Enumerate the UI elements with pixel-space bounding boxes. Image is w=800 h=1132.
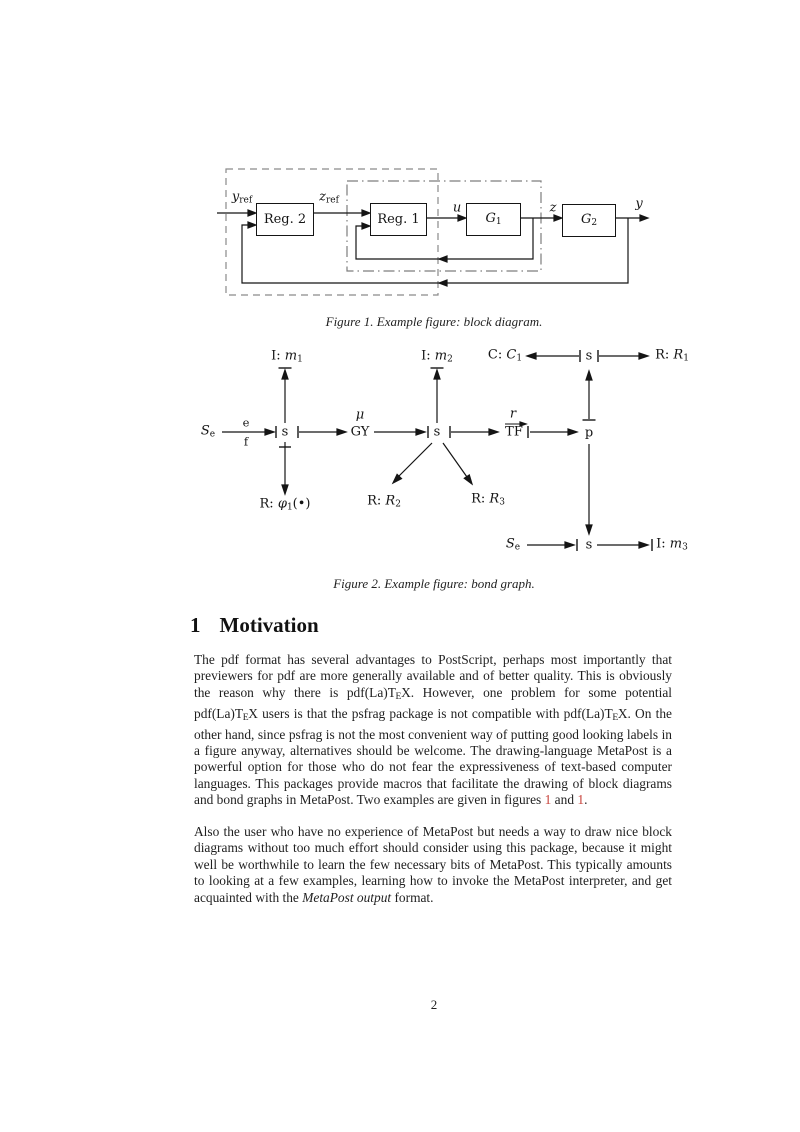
text-run: X. On the other hand, since psfrag is not the most convenient way of putting good looking labels in a figure anyway, alternatives should be welcome. The drawing-language MetaPost is a powerful option for those who do not fear the expressiveness of text-based computer languages. This packages provide macros that facilitate the drawing of block diagrams and bond graphs in MetaPost. Two examples are given in figures bbox=[194, 705, 672, 808]
section-title: Motivation bbox=[219, 613, 319, 637]
block-g2 bbox=[562, 204, 616, 237]
signal-label-y: y bbox=[635, 196, 643, 212]
page-number: 2 bbox=[430, 997, 438, 1012]
bond-lines bbox=[222, 347, 652, 551]
text-run: and bbox=[551, 792, 578, 808]
bond-label-f: f bbox=[243, 434, 249, 449]
block-g2-label: $G_2$ bbox=[580, 212, 598, 228]
figure2-caption: Figure 2. Example figure: bond graph. bbox=[333, 576, 535, 591]
section-number: 1 bbox=[190, 613, 201, 637]
signal-label-u: u bbox=[452, 200, 462, 216]
figure1-caption: Figure 1. Example figure: block diagram. bbox=[325, 314, 543, 329]
body-paragraph-1 bbox=[194, 652, 672, 809]
text-run: . bbox=[584, 792, 588, 808]
bond-label-mu: μ bbox=[355, 407, 365, 423]
block-g1-label: $G_1$ bbox=[485, 211, 502, 227]
signal-label-yref: $y_{ref}$ bbox=[231, 189, 253, 206]
bond-element-gy: GY bbox=[350, 424, 370, 440]
figure1-block-diagram bbox=[215, 165, 655, 300]
block-reg2 bbox=[256, 203, 314, 236]
bond-junction-s-top: s bbox=[585, 348, 593, 364]
text-run: Also the user who have no experience of MetaPost but needs a way to draw nice block diagrams without too much effort should consider using this package, because it might well be worthwhile to learn the few necessary bits of MetaPost. This typically amounts to looking at a few examples, learning how to invoke the MetaPost interpreter, and get acquainted with the bbox=[194, 824, 672, 905]
bond-junction-s-1: s bbox=[281, 424, 289, 440]
figure2-bond-graph bbox=[195, 345, 695, 560]
bond-junction-s-2: s bbox=[433, 424, 441, 440]
bond-junction-p: p bbox=[584, 425, 594, 441]
bond-label-i-m1: I: $m_1$ bbox=[271, 348, 303, 365]
bond-label-se-1: $S_e$ bbox=[200, 423, 216, 440]
bond-label-r-r3: R: $R_3$ bbox=[471, 491, 505, 508]
bond-label-r-r2: R: $R_2$ bbox=[367, 493, 401, 510]
bond-label-i-m3: I: $m_3$ bbox=[656, 536, 688, 553]
bond-label-r-r1: R: $R_1$ bbox=[655, 347, 689, 364]
text-run: E bbox=[395, 691, 402, 703]
text-run: format. bbox=[391, 889, 434, 905]
bond-label-e: e bbox=[242, 415, 250, 430]
figure2-bonds bbox=[195, 345, 695, 560]
bond-label-i-m2: I: $m_2$ bbox=[421, 348, 453, 365]
signal-label-z: z bbox=[549, 200, 557, 216]
signal-label-zref: $z_{ref}$ bbox=[319, 189, 339, 206]
figure-reference-link[interactable]: 1 bbox=[577, 792, 585, 808]
section-heading bbox=[190, 613, 319, 638]
body-paragraph-2 bbox=[194, 824, 672, 906]
bond-element-tf: TF bbox=[505, 424, 523, 440]
text-run: X. However, one problem for some potential pdf(La)T bbox=[194, 684, 672, 721]
text-run: X users is that the psfrag package is not compatible with pdf(La)T bbox=[248, 705, 613, 721]
bond-junction-s-bottom: s bbox=[585, 537, 593, 553]
text-run: MetaPost output bbox=[302, 889, 392, 905]
block-reg1-label: Reg. 1 bbox=[377, 212, 420, 227]
text-run: E bbox=[612, 712, 619, 724]
bond-label-se-2: $S_e$ bbox=[505, 536, 521, 553]
bond-label-c-c1: C: $C_1$ bbox=[487, 347, 523, 364]
block-g1 bbox=[466, 203, 521, 236]
bond-label-r: r bbox=[509, 406, 517, 422]
bond-label-r-phi1: R: $\varphi_1(•)$ bbox=[259, 496, 311, 513]
block-reg1 bbox=[370, 203, 427, 236]
text-run: E bbox=[242, 712, 249, 724]
text-run: The pdf format has several advantages to PostScript, perhaps most importantly that previewers for pdf are more generally available and of better quality. This is obviously the reason why there is pdf(La)T bbox=[194, 652, 672, 700]
figure-reference-link[interactable]: 1 bbox=[544, 792, 552, 808]
block-reg2-label: Reg. 2 bbox=[263, 212, 307, 227]
